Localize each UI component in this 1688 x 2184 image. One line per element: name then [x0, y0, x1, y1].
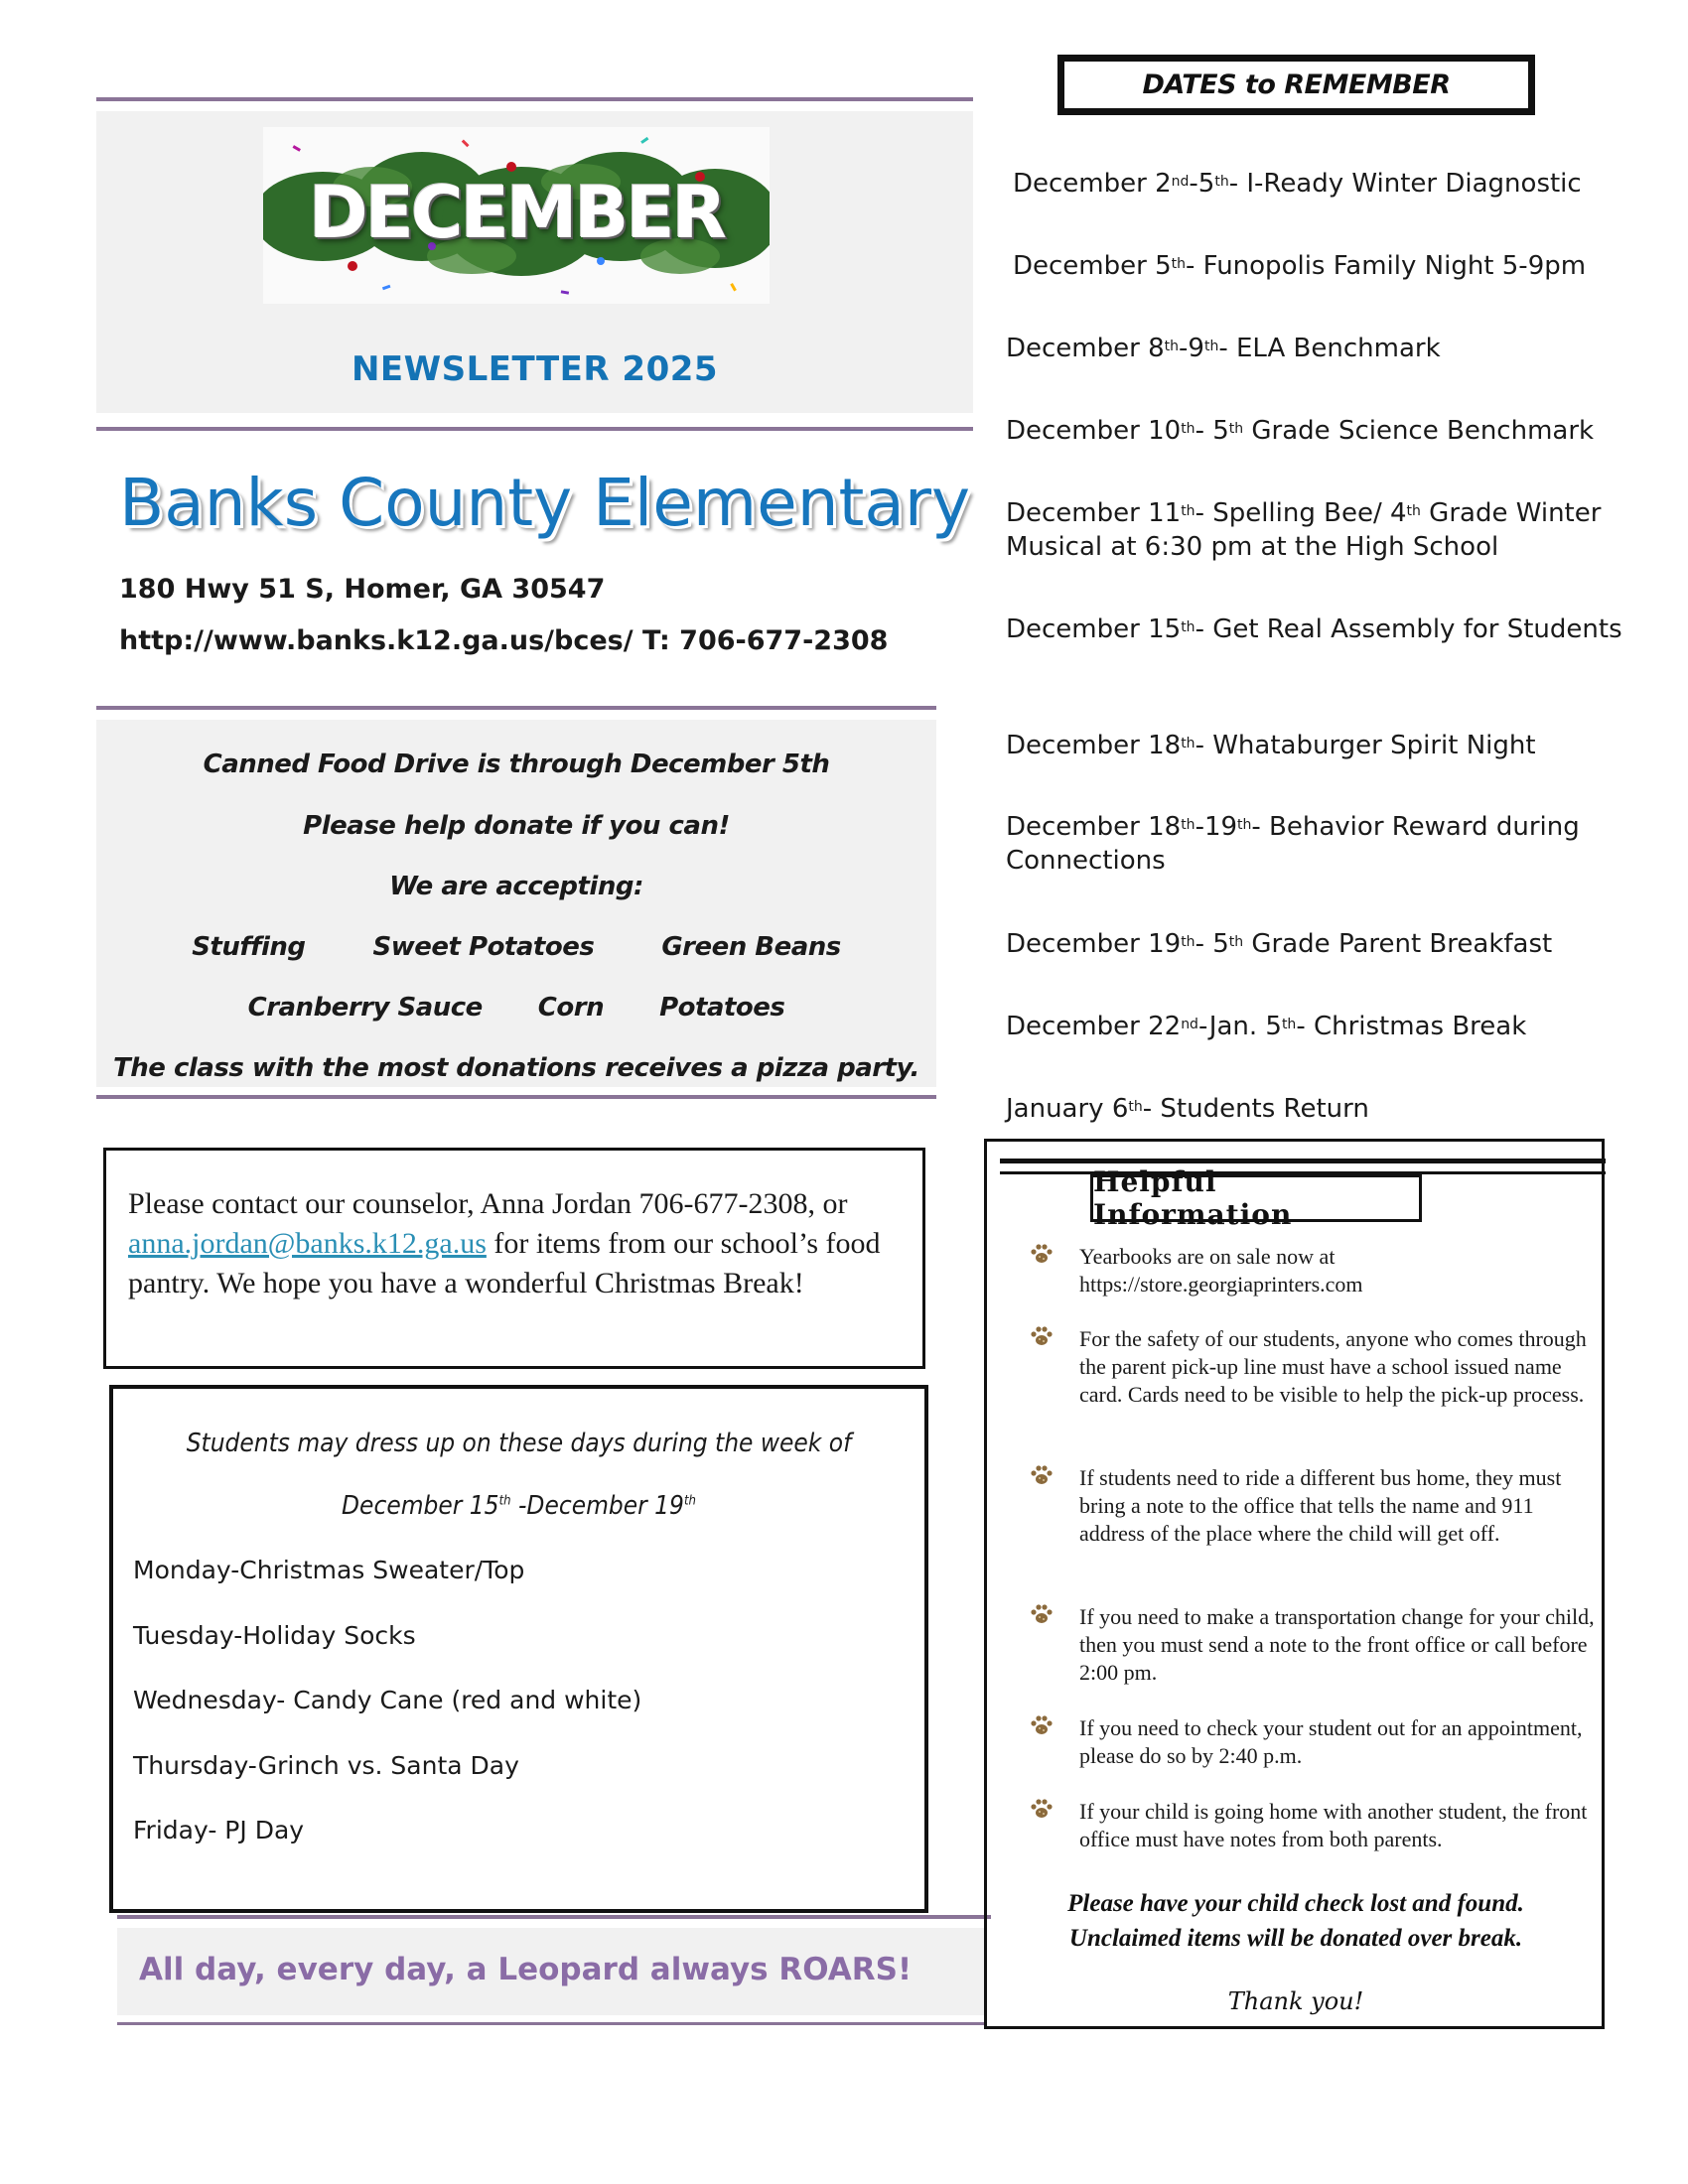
- date-ordinal-suffix: th: [1181, 934, 1196, 950]
- dress-up-intro: Students may dress up on these days during the week of: [186, 1429, 852, 1458]
- helpful-title-box: [1090, 1165, 1422, 1231]
- date-item: [1006, 613, 1641, 646]
- food-item: Sweet Potatoes: [372, 932, 595, 962]
- date-ordinal-suffix: nd: [1181, 1017, 1198, 1032]
- dress-day-friday: Friday- PJ Day: [133, 1816, 305, 1844]
- divider-header: [96, 427, 973, 431]
- date-text: -5: [1189, 169, 1215, 199]
- range-start-suffix: th: [498, 1493, 511, 1509]
- date-text: Grade Science Benchmark: [1243, 416, 1595, 446]
- date-text: - Whataburger Spirit Night: [1195, 731, 1536, 760]
- date-text: December 18: [1006, 812, 1182, 842]
- date-ordinal-suffix: th: [1406, 503, 1421, 519]
- counselor-text-end: for items from our school’s food pantry. We hope you have a wonderful Christmas Break!: [128, 1227, 881, 1299]
- food-item: Potatoes: [659, 993, 785, 1023]
- date-ordinal-suffix: th: [1181, 619, 1196, 635]
- paw-print-icon: [1030, 1714, 1079, 1770]
- date-ordinal-suffix: th: [1203, 339, 1219, 354]
- helpful-item: [1030, 1243, 1596, 1298]
- date-text: -9: [1179, 334, 1204, 363]
- school-motto: All day, every day, a Leopard always ROARS!: [139, 1952, 913, 1987]
- dress-day-wednesday: Wednesday- Candy Cane (red and white): [133, 1686, 642, 1714]
- helpful-item-text: If your child is going home with another student, the front office must have notes from both parents.: [1079, 1799, 1588, 1851]
- school-name: Banks County Elementary: [119, 465, 971, 541]
- date-text: - Christmas Break: [1296, 1012, 1527, 1041]
- date-ordinal-suffix: th: [1228, 934, 1244, 950]
- dress-day-monday: Monday-Christmas Sweater/Top: [133, 1556, 525, 1584]
- date-ordinal-suffix: th: [1281, 1017, 1297, 1032]
- date-ordinal-suffix: th: [1181, 503, 1196, 519]
- date-ordinal-suffix: th: [1181, 736, 1196, 751]
- helpful-item-text: Yearbooks are on sale now at https://store.georgiaprinters.com: [1079, 1244, 1363, 1297]
- helpful-title: Helpful Information: [1093, 1165, 1293, 1231]
- date-item: [1006, 927, 1641, 961]
- date-text: - I-Ready Winter Diagnostic: [1228, 169, 1582, 199]
- date-text: -Jan. 5: [1197, 1012, 1282, 1041]
- range-end-suffix: th: [683, 1493, 696, 1509]
- date-text: Grade Winter Musical at 6:30 pm at the High School: [1006, 498, 1602, 562]
- date-text: - Behavior Reward during Connections: [1006, 812, 1580, 876]
- date-text: Grade Parent Breakfast: [1243, 929, 1553, 959]
- food-items-row-2: [96, 993, 936, 1023]
- range-start: December 15: [342, 1491, 499, 1521]
- date-text: - Students Return: [1142, 1094, 1369, 1124]
- dress-day-tuesday: Tuesday-Holiday Socks: [133, 1621, 416, 1650]
- helpful-item: [1030, 1464, 1596, 1548]
- date-ordinal-suffix: th: [1128, 1099, 1143, 1115]
- date-item: [1006, 414, 1641, 448]
- date-text: January 6: [1006, 1094, 1129, 1124]
- counselor-email-link[interactable]: anna.jordan@banks.k12.ga.us: [128, 1227, 487, 1260]
- date-ordinal-suffix: th: [1181, 817, 1196, 833]
- date-text: - Funopolis Family Night 5-9pm: [1186, 251, 1587, 281]
- date-ordinal-suffix: th: [1214, 174, 1229, 190]
- date-item: [1006, 729, 1641, 762]
- dates-to-remember-header: [1057, 55, 1535, 115]
- helpful-item: [1030, 1798, 1596, 1853]
- dress-up-range: [113, 1491, 924, 1521]
- date-text: - 5: [1195, 929, 1229, 959]
- school-address: 180 Hwy 51 S, Homer, GA 30547: [119, 574, 606, 605]
- helpful-item-text: If you need to make a transportation change for your child, then you must send a note to the front office or call before 2:00 pm.: [1079, 1604, 1595, 1685]
- december-banner-image: [263, 127, 770, 304]
- date-item: [1006, 810, 1641, 878]
- dress-up-week-box: [109, 1385, 928, 1913]
- paw-print-icon: [1030, 1464, 1079, 1548]
- helpful-item: [1030, 1603, 1596, 1687]
- date-text: December 8: [1006, 334, 1165, 363]
- food-drive-headline: Canned Food Drive is through December 5th: [203, 750, 830, 779]
- paw-print-icon: [1030, 1798, 1079, 1853]
- date-item: [1006, 496, 1641, 564]
- divider-top: [96, 97, 973, 101]
- food-drive-appeal: Please help donate if you can!: [303, 811, 730, 841]
- helpful-item-text: If students need to ride a different bus home, they must bring a note to the office that tells the name and 911 address of the place where the child will get off.: [1079, 1465, 1562, 1546]
- banner-word: DECEMBER: [308, 171, 725, 254]
- date-item: [1006, 332, 1641, 365]
- newsletter-label: NEWSLETTER 2025: [351, 349, 719, 389]
- food-item: Cranberry Sauce: [247, 993, 483, 1023]
- divider-food-bottom: [96, 1095, 936, 1099]
- range-end: -December 19: [510, 1491, 684, 1521]
- date-text: December 11: [1006, 498, 1182, 528]
- date-text: - Spelling Bee/ 4: [1195, 498, 1407, 528]
- school-web-phone[interactable]: http://www.banks.k12.ga.us/bces/ T: 706-677-2308: [119, 625, 889, 656]
- food-item: Stuffing: [192, 932, 306, 962]
- date-ordinal-suffix: th: [1171, 256, 1187, 272]
- thank-you-note: Thank you!: [1227, 1987, 1364, 2015]
- date-item: [1006, 1092, 1641, 1126]
- food-item: Green Beans: [661, 932, 841, 962]
- divider-motto-bottom: [117, 2022, 986, 2025]
- paw-print-icon: [1030, 1325, 1079, 1409]
- food-drive-prize: The class with the most donations receives a pizza party.: [113, 1053, 919, 1083]
- date-item: [1013, 167, 1648, 201]
- food-item: Corn: [537, 993, 605, 1023]
- date-text: December 10: [1006, 416, 1182, 446]
- dress-day-thursday: Thursday-Grinch vs. Santa Day: [133, 1751, 519, 1780]
- date-text: - ELA Benchmark: [1218, 334, 1441, 363]
- dates-title: DATES to REMEMBER: [1142, 69, 1451, 100]
- helpful-item-text: For the safety of our students, anyone who comes through the parent pick-up line must have a school issued name card. Cards need to be visible to help the pick-up process.: [1079, 1326, 1587, 1407]
- date-text: -19: [1195, 812, 1238, 842]
- counselor-notice: [103, 1148, 925, 1369]
- date-ordinal-suffix: th: [1181, 421, 1196, 437]
- paw-print-icon: [1030, 1603, 1079, 1687]
- lost-found-line-1: Please have your child check lost and found.: [1067, 1890, 1524, 1917]
- date-ordinal-suffix: th: [1237, 817, 1252, 833]
- date-text: December 5: [1013, 251, 1172, 281]
- helpful-item: [1030, 1714, 1596, 1770]
- paw-print-icon: [1030, 1243, 1079, 1298]
- date-ordinal-suffix: th: [1164, 339, 1180, 354]
- lost-found-line-2: Unclaimed items will be donated over break.: [1068, 1925, 1523, 1952]
- date-ordinal-suffix: th: [1228, 421, 1244, 437]
- date-text: - Get Real Assembly for Students: [1195, 614, 1622, 644]
- date-text: December 22: [1006, 1012, 1182, 1041]
- date-ordinal-suffix: nd: [1171, 174, 1190, 190]
- helpful-item-text: If you need to check your student out for an appointment, please do so by 2:40 p.m.: [1079, 1715, 1583, 1768]
- date-text: December 19: [1006, 929, 1182, 959]
- counselor-text-start: Please contact our counselor, Anna Jordan 706-677-2308, or: [128, 1187, 848, 1220]
- divider-food-top: [96, 706, 936, 710]
- date-text: December 2: [1013, 169, 1172, 199]
- food-drive-accepting: We are accepting:: [389, 872, 643, 901]
- divider-motto-top: [117, 1915, 991, 1919]
- date-item: [1006, 1010, 1641, 1043]
- date-item: [1013, 249, 1648, 283]
- counselor-text: [128, 1184, 903, 1303]
- date-text: - 5: [1195, 416, 1229, 446]
- helpful-item: [1030, 1325, 1596, 1409]
- food-items-row-1: [96, 932, 936, 962]
- helpful-rule-thick: [1000, 1159, 1606, 1163]
- date-text: December 15: [1006, 614, 1182, 644]
- date-text: December 18: [1006, 731, 1182, 760]
